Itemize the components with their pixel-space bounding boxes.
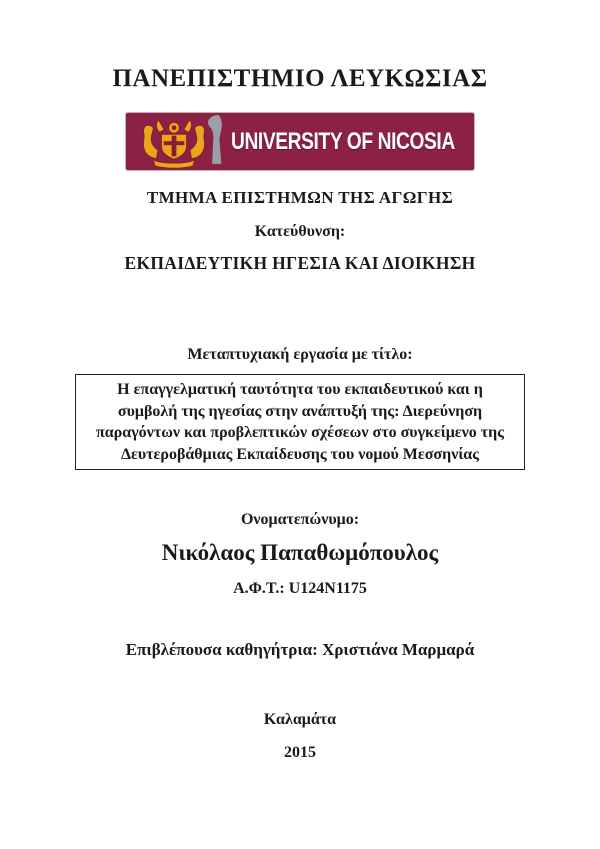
university-title: ΠΑΝΕΠΙΣΤΗΜΙΟ ΛΕΥΚΩΣΙΑΣ xyxy=(112,65,488,92)
supervisor-line xyxy=(0,641,600,659)
thesis-title-box xyxy=(75,374,525,470)
department-title: ΤΜΗΜΑ ΕΠΙΣΤΗΜΩΝ ΤΗΣ ΑΓΩΓΗΣ xyxy=(146,188,454,207)
thesis-title-line: παραγόντων και προβλεπτικών σχέσεων στο συγκείμενο της xyxy=(96,424,504,441)
thesis-title-line: Δευτεροβάθμιας Εκπαίδευσης του νομού Μεσσηνίας xyxy=(121,445,479,463)
supervisor-label: Επιβλέπουσα καθηγήτρια: xyxy=(125,640,318,659)
direction-label: Κατεύθυνση: xyxy=(254,223,346,240)
location: Καλαμάτα xyxy=(263,711,337,728)
author-id-label: Α.Φ.Τ.: xyxy=(233,580,285,597)
author-id-value: U124N1175 xyxy=(288,580,367,597)
year: 2015 xyxy=(284,744,316,761)
thesis-title-line: συμβολή της ηγεσίας στην ανάπτυξή της: Διερεύνηση xyxy=(117,402,483,420)
author-name: Νικόλαος Παπαθωμόπουλος xyxy=(161,540,439,565)
logo-text: UNIVERSITY OF NICOSIA xyxy=(231,127,455,155)
author-id xyxy=(0,580,600,597)
direction-value: ΕΚΠΑΙΔΕΥΤΙΚΗ ΗΓΕΣΙΑ ΚΑΙ ΔΙΟΙΚΗΣΗ xyxy=(124,253,476,273)
thesis-title-line: Η επαγγελματική ταυτότητα του εκπαιδευτικού και η xyxy=(117,381,483,398)
author-name-label: Ονοματεπώνυμο: xyxy=(240,511,360,528)
thesis-intro-label: Μεταπτυχιακή εργασία με τίτλο: xyxy=(187,346,413,363)
supervisor-name: Χριστιάνα Μαρμαρά xyxy=(322,640,475,659)
logo-banner xyxy=(125,112,475,171)
flame-icon xyxy=(203,114,225,166)
